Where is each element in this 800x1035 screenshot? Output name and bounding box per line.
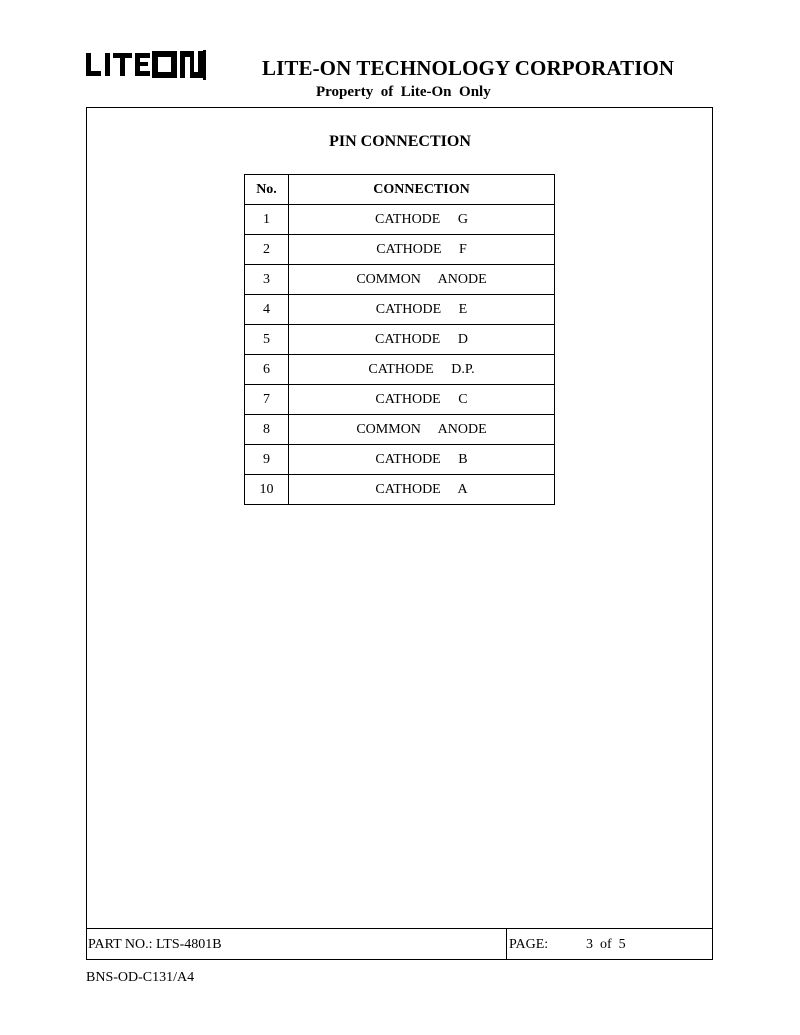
- table-row: [245, 415, 555, 445]
- table-header-row: [245, 175, 555, 205]
- company-name: LITE-ON TECHNOLOGY CORPORATION: [262, 56, 675, 80]
- pin-number: 3: [245, 265, 289, 295]
- header-connection: CONNECTION: [289, 175, 555, 205]
- table-row: [245, 385, 555, 415]
- section-title: PIN CONNECTION: [329, 133, 471, 150]
- table-row: [245, 295, 555, 325]
- document-code: BNS-OD-C131/A4: [86, 970, 195, 985]
- part-number: PART NO.: LTS-4801B: [88, 937, 222, 952]
- pin-number: 1: [245, 205, 289, 235]
- table-row: [245, 325, 555, 355]
- pin-number: 7: [245, 385, 289, 415]
- table-row: [245, 205, 555, 235]
- table-row: [245, 235, 555, 265]
- page-label: PAGE:: [509, 937, 549, 952]
- pin-number: 10: [245, 475, 289, 505]
- pin-connection: CATHODE E: [289, 295, 555, 325]
- liteon-logo: [86, 50, 206, 80]
- pin-connection: CATHODE A: [289, 475, 555, 505]
- pin-connection: CATHODE C: [289, 385, 555, 415]
- property-notice: Property of Lite-On Only: [316, 84, 491, 100]
- pin-number: 6: [245, 355, 289, 385]
- pin-connection: CATHODE D: [289, 325, 555, 355]
- table-row: [245, 265, 555, 295]
- pin-number: 2: [245, 235, 289, 265]
- pin-number: 5: [245, 325, 289, 355]
- pin-number: 4: [245, 295, 289, 325]
- page-number: 3 of 5: [586, 937, 626, 952]
- pin-connection: COMMON ANODE: [289, 415, 555, 445]
- pin-connection: CATHODE B: [289, 445, 555, 475]
- footer-divider: [506, 929, 507, 960]
- footer-row: [86, 928, 713, 960]
- pin-connection: CATHODE F: [289, 235, 555, 265]
- table-row: [245, 445, 555, 475]
- pin-number: 8: [245, 415, 289, 445]
- table-row: [245, 355, 555, 385]
- header-no: No.: [245, 175, 289, 205]
- liteon-logo-mark: [86, 50, 206, 80]
- pin-number: 9: [245, 445, 289, 475]
- pin-connection: COMMON ANODE: [289, 265, 555, 295]
- table-row: [245, 475, 555, 505]
- pin-connection-table: [244, 174, 555, 505]
- pin-connection: CATHODE G: [289, 205, 555, 235]
- pin-connection: CATHODE D.P.: [289, 355, 555, 385]
